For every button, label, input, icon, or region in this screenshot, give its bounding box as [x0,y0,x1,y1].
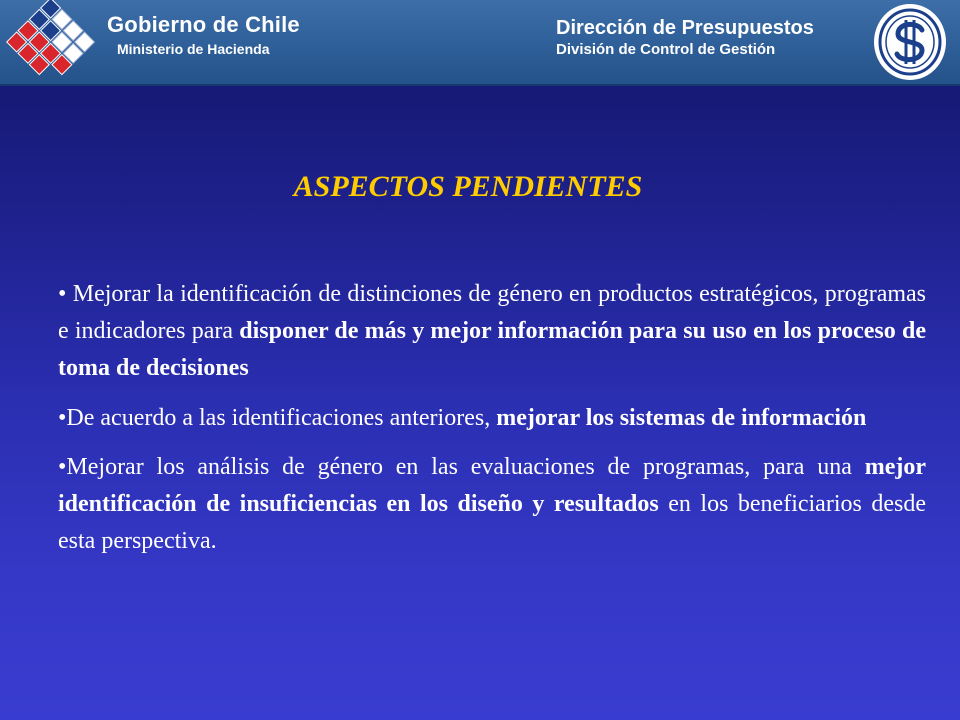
bullet-item [58,449,926,561]
bullet-text: Mejorar los análisis de género en las evaluaciones de programas, para una [66,453,865,480]
bullet-text: en los beneficiarios desde esta perspectiva. [58,490,926,555]
dipres-dollar-seal-icon [870,2,950,82]
bullet-text: De acuerdo a las identificaciones anteriores, [66,404,497,431]
dir-title: Dirección de Presupuestos [556,17,814,39]
bullet-text-bold: mejor identificación de insuficiencias en los diseño y resultados [58,453,926,517]
bullet-item [58,276,926,388]
bullet-list [58,276,926,572]
chile-government-flag-logo-icon [2,0,102,84]
gov-subtitle: Ministerio de Hacienda [117,41,270,57]
bullet-marker: • [58,281,73,307]
bullet-item [58,400,926,437]
bullet-text-bold: mejorar los sistemas de información [496,404,867,431]
bullet-text-bold: disponer de más y mejor información para su uso en los proceso de toma de decisiones [58,318,927,382]
dir-subtitle: División de Control de Gestión [556,41,776,58]
slide-title: ASPECTOS PENDIENTES [293,170,643,203]
gov-title: Gobierno de Chile [107,12,300,37]
bullet-text: Mejorar la identificación de distinciones de género en productos estratégicos, programas e indicadores para [58,281,927,345]
bullet-marker: • [58,404,67,431]
header-banner [0,0,960,86]
bullet-marker: • [58,453,67,480]
